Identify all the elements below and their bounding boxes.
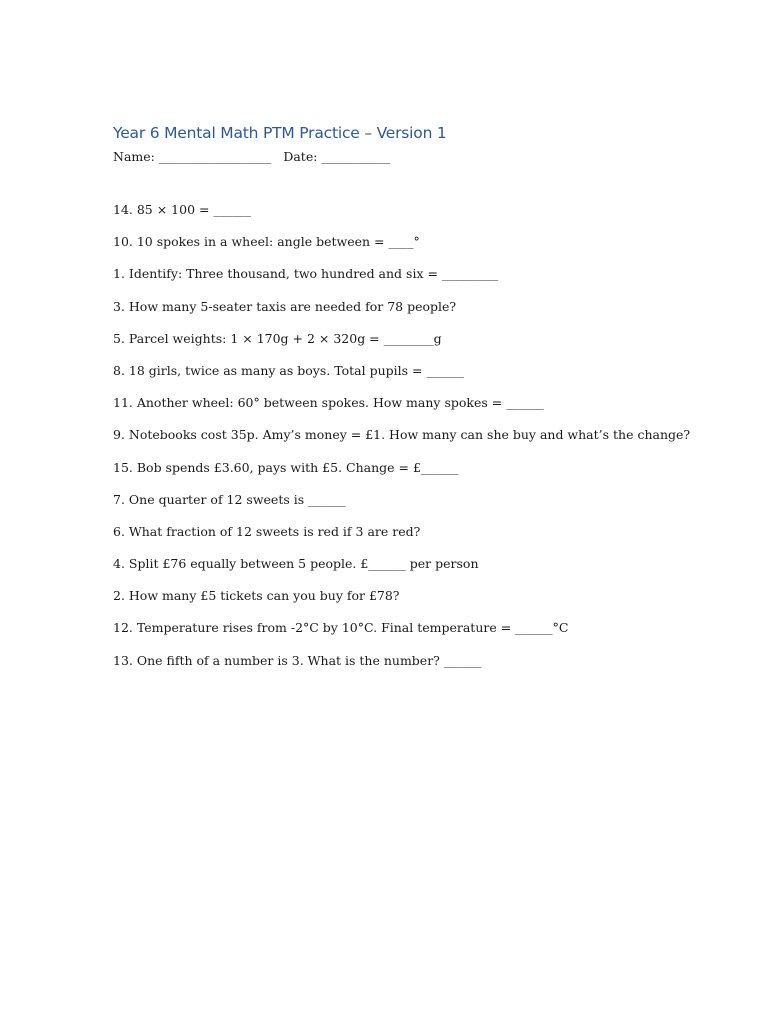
question-item: 11. Another wheel: 60° between spokes. How many spokes = ______ [113, 395, 544, 411]
name-field: Name: __________________ [113, 149, 272, 164]
worksheet-title: Year 6 Mental Math PTM Practice – Version 1 [113, 124, 447, 142]
question-item: 8. 18 girls, twice as many as boys. Total pupils = ______ [113, 362, 464, 378]
question-item: 1. Identify: Three thousand, two hundred and six = _________ [113, 266, 499, 282]
question-item: 14. 85 × 100 = ______ [113, 202, 251, 217]
question-item: 2. How many £5 tickets can you buy for £78? [113, 588, 400, 604]
question-item: 9. Notebooks cost 35p. Amy’s money = £1. How many can she buy and what’s the change? [113, 427, 691, 443]
question-item: 10. 10 spokes in a wheel: angle between = ____° [113, 234, 420, 250]
question-item: 7. One quarter of 12 sweets is ______ [113, 491, 346, 507]
date-field: Date: ___________ [283, 149, 391, 164]
question-item: 5. Parcel weights: 1 × 170g + 2 × 320g = ________g [113, 330, 442, 346]
question-list [113, 201, 690, 684]
question-item: 6. What fraction of 12 sweets is red if 3 are red? [113, 523, 421, 539]
question-item: 3. How many 5-seater taxis are needed for 78 people? [113, 298, 457, 314]
name-date-line [113, 149, 390, 164]
question-item: 4. Split £76 equally between 5 people. £______ per person [113, 556, 479, 572]
question-item: 12. Temperature rises from -2°C by 10°C. Final temperature = ______°C [113, 620, 569, 636]
question-item: 15. Bob spends £3.60, pays with £5. Change = £______ [113, 459, 459, 475]
question-item: 13. One fifth of a number is 3. What is the number? ______ [113, 652, 482, 668]
